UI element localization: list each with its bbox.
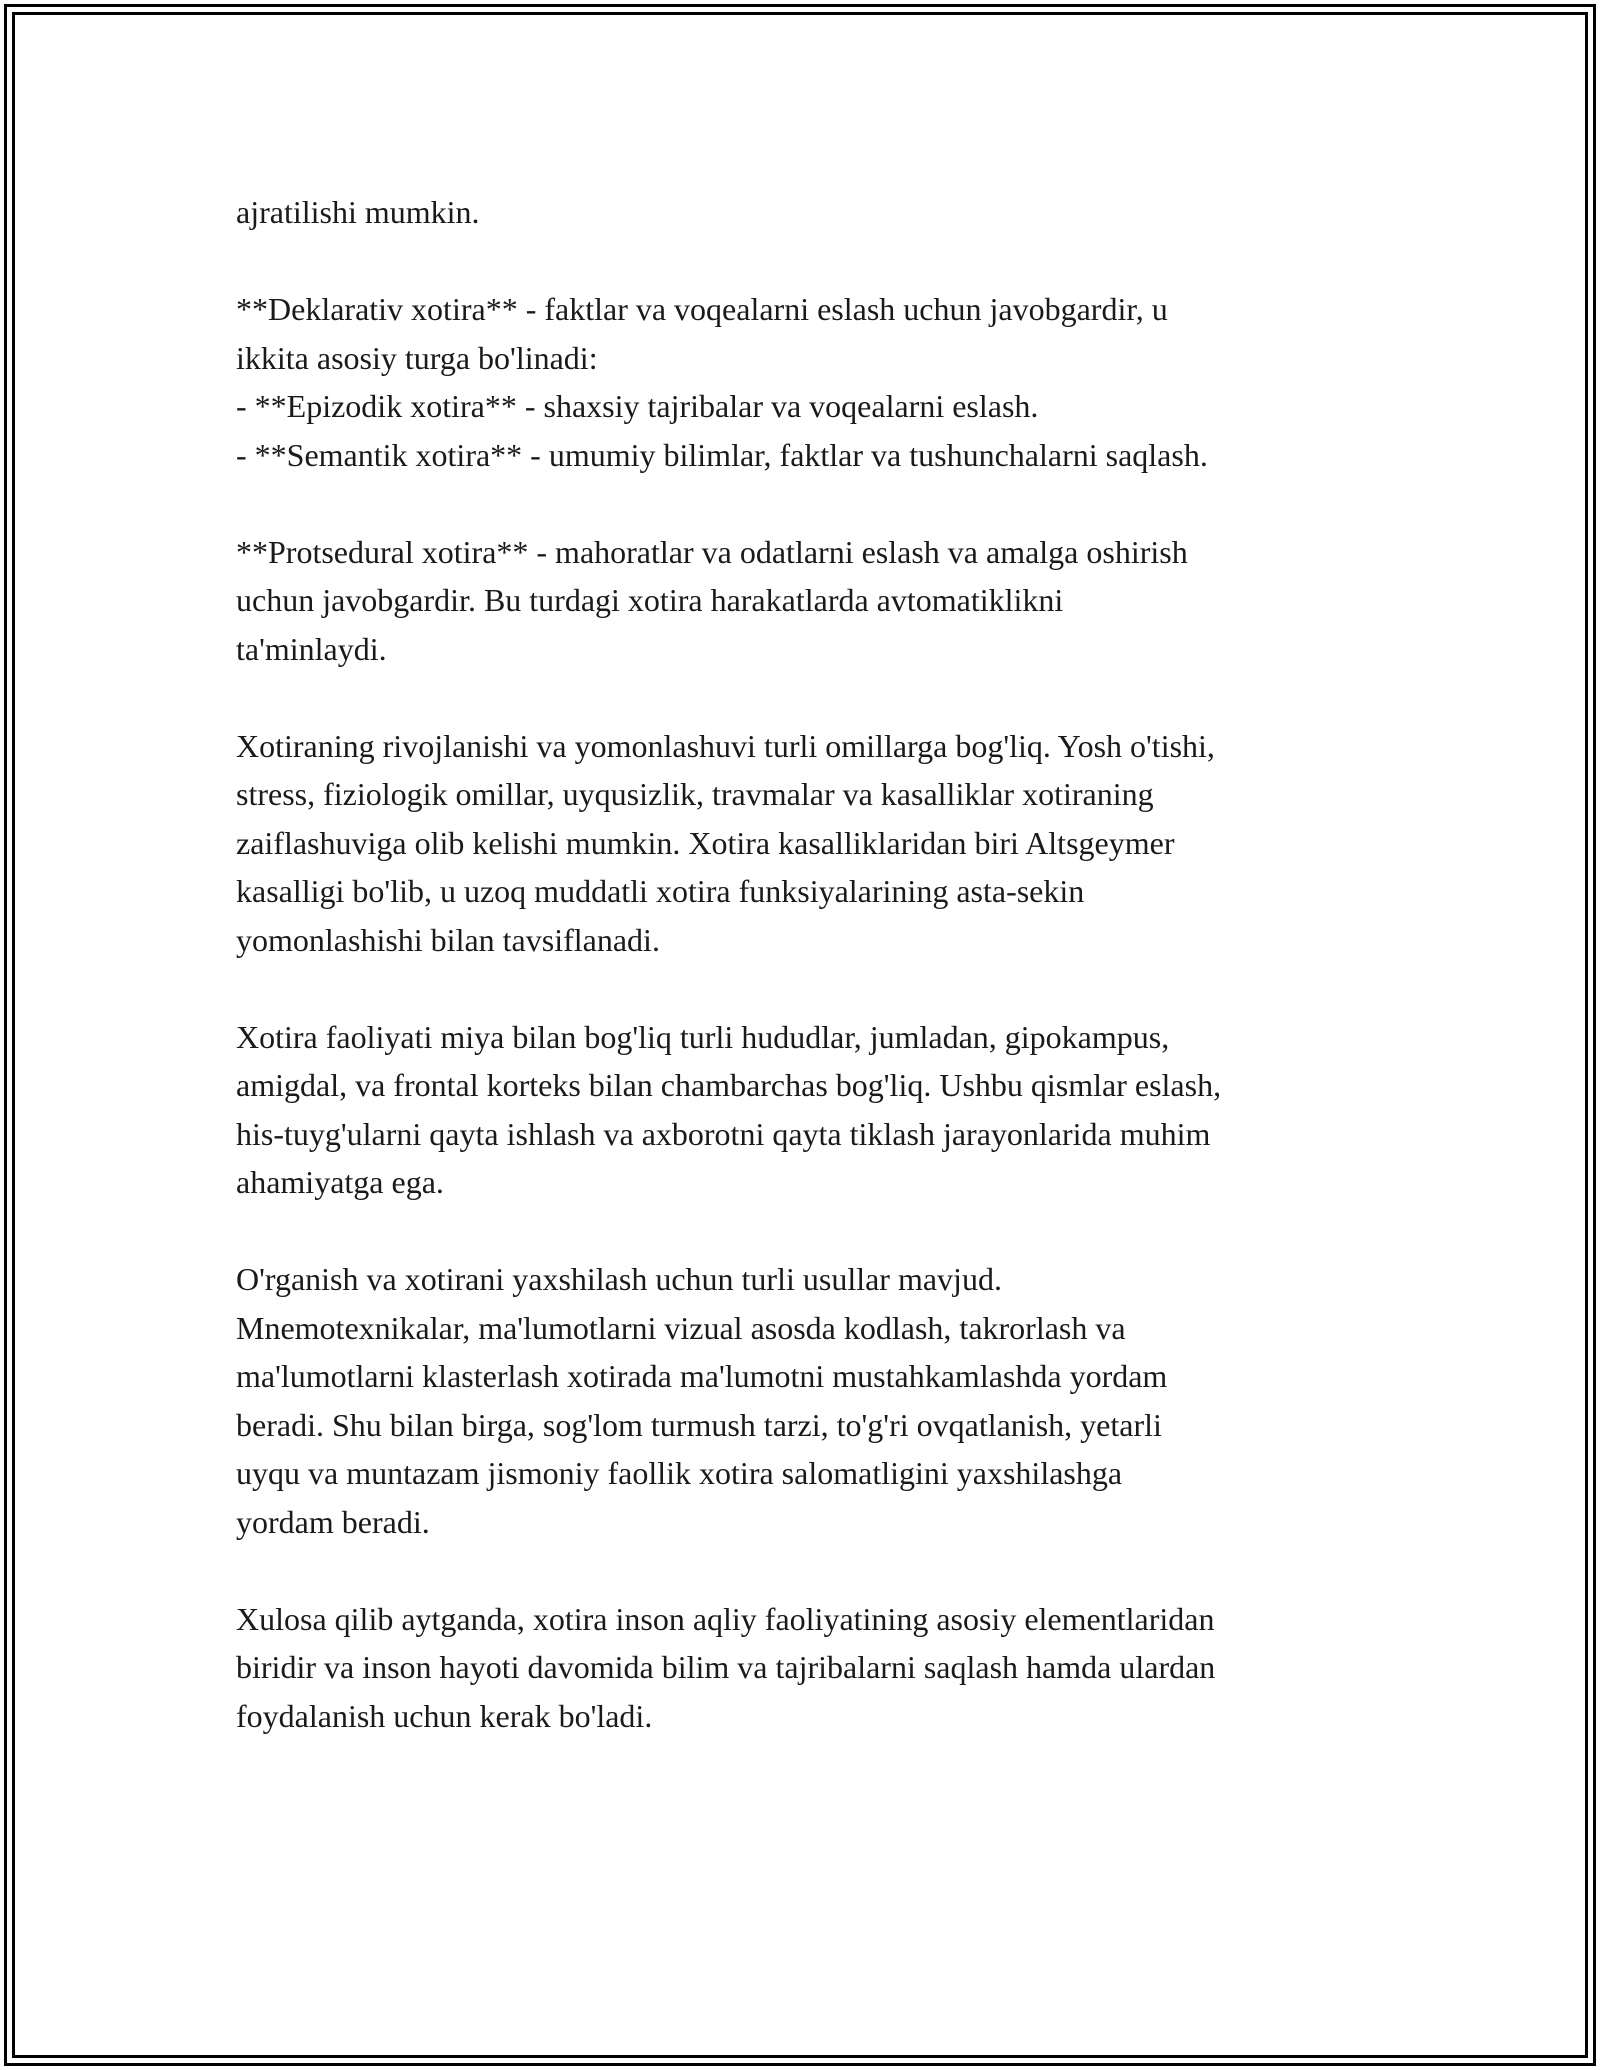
paragraph-gap [236, 1207, 1386, 1256]
text-line: ma'lumotlarni klasterlash xotirada ma'lumotni mustahkamlashda yordam [236, 1358, 1168, 1394]
text-line: - **Epizodik xotira** - shaxsiy tajribalar va voqealarni eslash. [236, 388, 1039, 424]
text-line: **Deklarativ xotira** - faktlar va voqealarni eslash uchun javobgardir, u [236, 291, 1168, 327]
text-line: stress, fiziologik omillar, uyqusizlik, travmalar va kasalliklar xotiraning [236, 776, 1154, 812]
text-line: amigdal, va frontal korteks bilan chambarchas bog'liq. Ushbu qismlar eslash, [236, 1067, 1222, 1103]
text-line: Mnemotexnikalar, ma'lumotlarni vizual asosda kodlash, takrorlash va [236, 1309, 1126, 1346]
paragraph-2 [236, 285, 1386, 479]
text-line: - **Semantik xotira** - umumiy bilimlar, faktlar va tushunchalarni saqlash. [236, 436, 1208, 473]
paragraph-gap [236, 673, 1386, 722]
text-line: biridir va inson hayoti davomida bilim va tajribalarni saqlash hamda ulardan [236, 1649, 1216, 1685]
text-line: zaiflashuviga olib kelishi mumkin. Xotira kasalliklaridan biri Altsgeymer [236, 824, 1175, 861]
text-line: ta'minlaydi. [236, 630, 387, 667]
text-line: O'rganish va xotirani yaxshilash uchun turli usullar mavjud. [236, 1261, 1002, 1297]
document-body [236, 188, 1386, 1740]
text-line: uyqu va muntazam jismoniy faollik xotira salomatligini yaxshilashga [236, 1455, 1123, 1491]
paragraph-5 [236, 1013, 1386, 1207]
text-line: beradi. Shu bilan birga, sog'lom turmush tarzi, to'g'ri ovqatlanish, yetarli [236, 1406, 1162, 1443]
text-line: foydalanish uchun kerak bo'ladi. [236, 1697, 653, 1734]
text-line: yordam beradi. [236, 1503, 430, 1540]
paragraph-gap [236, 479, 1386, 528]
text-line: Xulosa qilib aytganda, xotira inson aqliy faoliyatining asosiy elementlaridan [236, 1600, 1215, 1637]
text-line: his-tuyg'ularni qayta ishlash va axborotni qayta tiklash jarayonlarida muhim [236, 1115, 1211, 1152]
text-line: ajratilishi mumkin. [236, 194, 480, 230]
paragraph-4 [236, 722, 1386, 965]
text-line: Xotira faoliyati miya bilan bog'liq turli hududlar, jumladan, gipokampus, [236, 1018, 1170, 1055]
paragraph-3 [236, 528, 1386, 674]
text-line: uchun javobgardir. Bu turdagi xotira harakatlarda avtomatiklikni [236, 582, 1064, 618]
text-line: ikkita asosiy turga bo'linadi: [236, 339, 598, 376]
paragraph-gap [236, 964, 1386, 1013]
text-line: Xotiraning rivojlanishi va yomonlashuvi turli omillarga bog'liq. Yosh o'tishi, [236, 727, 1215, 764]
paragraph-6 [236, 1255, 1386, 1546]
paragraph-gap [236, 1546, 1386, 1595]
paragraph-7 [236, 1595, 1386, 1741]
text-line: yomonlashishi bilan tavsiflanadi. [236, 921, 660, 958]
text-line: ahamiyatga ega. [236, 1164, 444, 1200]
paragraph-1 [236, 188, 1386, 237]
text-line: kasalligi bo'lib, u uzoq muddatli xotira funksiyalarining asta-sekin [236, 873, 1085, 909]
paragraph-gap [236, 237, 1386, 286]
text-line: **Protsedural xotira** - mahoratlar va odatlarni eslash va amalga oshirish [236, 533, 1188, 570]
